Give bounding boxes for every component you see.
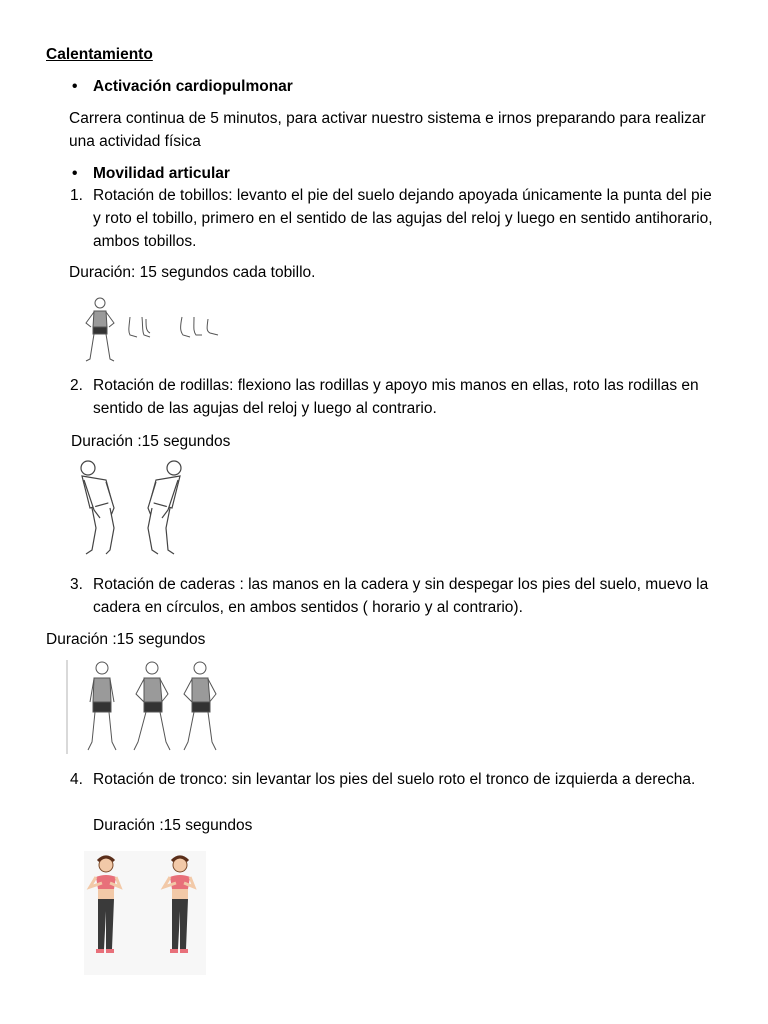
duration-ankles: Duración: 15 segundos cada tobillo. [69, 264, 316, 281]
item-number: 1. [70, 187, 83, 204]
document-title: Calentamiento [46, 46, 153, 63]
item-text: Rotación de tronco: sin levantar los pies del suelo roto el tronco de izquierda a derecha. [93, 771, 696, 788]
list-item-trunk [70, 768, 723, 791]
duration-hips: Duración :15 segundos [46, 631, 206, 648]
bullet-heading-mobility [72, 162, 230, 185]
knee-rotation-figure [76, 458, 188, 558]
list-item-ankles [70, 184, 723, 253]
bullet-heading-cardio [72, 75, 293, 98]
duration-knees: Duración :15 segundos [71, 433, 231, 450]
item-number: 4. [70, 771, 83, 788]
list-item-hips [70, 573, 723, 619]
item-number: 3. [70, 576, 83, 593]
mobility-heading: Movilidad articular [93, 165, 230, 182]
bullet-dot: • [72, 78, 78, 95]
item-text: Rotación de rodillas: flexiono las rodillas y apoyo mis manos en ellas, roto las rodillas en sentido de las agujas del reloj y luego al contrario. [93, 377, 699, 417]
bullet-dot: • [72, 165, 78, 182]
ankle-rotation-figure [80, 297, 225, 363]
cardio-paragraph: Carrera continua de 5 minutos, para activar nuestro sistema e irnos preparando para realizar una actividad física [69, 110, 706, 150]
cardio-heading: Activación cardiopulmonar [93, 78, 293, 95]
ankle-rotation-illustration [80, 297, 225, 363]
item-text: Rotación de caderas : las manos en la cadera y sin despegar los pies del suelo, muevo la cadera en círculos, en ambos sentidos ( horario y al contrario). [93, 576, 709, 616]
hip-rotation-figure [66, 658, 232, 756]
list-item-knees [70, 374, 723, 420]
trunk-rotation-illustration [84, 851, 206, 975]
trunk-rotation-figure [84, 851, 206, 975]
item-text: Rotación de tobillos: levanto el pie del suelo dejando apoyada únicamente la punta del pie y roto el tobillo, primero en el sentido de las agujas del reloj y luego en sentido antihorario, ambos tobillos. [93, 187, 713, 250]
duration-trunk: Duración :15 segundos [93, 817, 253, 834]
item-number: 2. [70, 377, 83, 394]
hip-rotation-illustration [66, 658, 232, 756]
knee-rotation-illustration [76, 458, 188, 558]
